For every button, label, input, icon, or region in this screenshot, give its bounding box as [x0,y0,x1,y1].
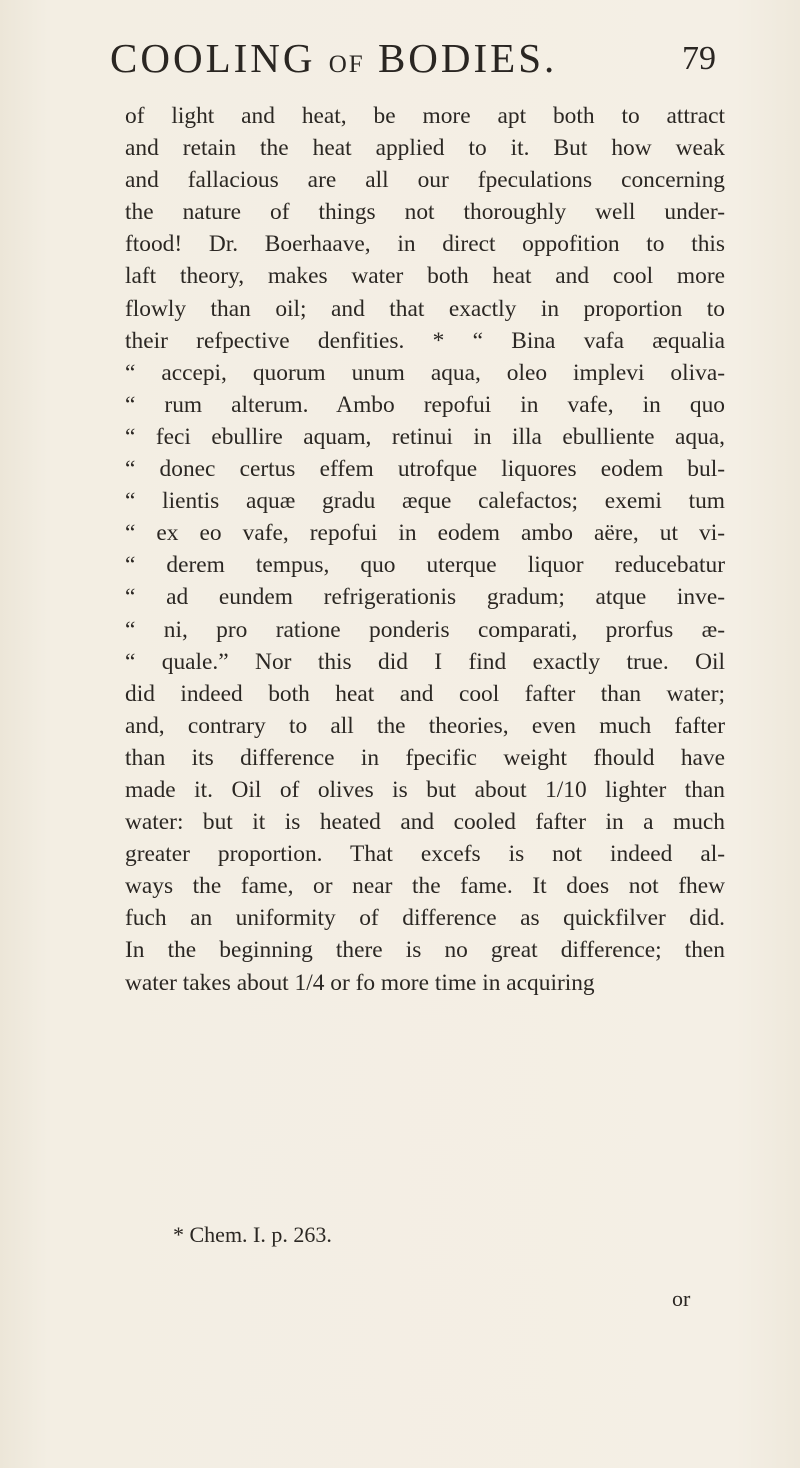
running-title [110,34,557,82]
text-line: laft theory, makes water both heat and cool more [125,263,725,290]
text-line: and retain the heat applied to it. But how weak [125,135,725,162]
text-line: greater proportion. That excefs is not indeed al- [125,841,725,868]
text-line: fuch an uniformity of difference as quickfilver did. [125,905,725,932]
running-title-word-1: COOLING [110,35,316,81]
running-title-of: OF [328,51,365,78]
text-line: made it. Oil of olives is but about 1/10 lighter than [125,776,725,803]
text-line: water: but it is heated and cooled fafter in a much [125,809,725,836]
text-line: “ lientis aquæ gradu æque calefactos; exemi tum [125,488,725,515]
text-line: and fallacious are all our fpeculations concerning [125,167,725,194]
text-line: water takes about 1/4 or fo more time in acquiring [125,969,595,996]
text-line: “ quale.” Nor this did I find exactly true. Oil [125,648,725,675]
catchword: or [672,1286,691,1311]
text-line: “ ni, pro ratione ponderis comparati, prorfus æ- [125,616,725,643]
text-line: “ derem tempus, quo uterque liquor reducebatur [125,552,725,579]
text-line: “ rum alterum. Ambo repofui in vafe, in quo [125,391,725,418]
text-line: of light and heat, be more apt both to attract [125,103,725,129]
text-line: than its difference in fpecific weight fhould have [125,744,725,771]
running-head [110,34,716,84]
text-line: In the beginning there is no great difference; then [125,937,725,964]
body-text [125,100,725,999]
text-line: did indeed both heat and cool fafter than water; [125,680,725,707]
text-line: ways the fame, or near the fame. It does not fhew [125,873,725,900]
running-title-word-2: BODIES. [377,35,558,81]
footnote: * Chem. I. p. 263. [173,1222,332,1247]
text-line: and, contrary to all the theories, even much fafter [125,712,725,739]
text-line: the nature of things not thoroughly well under- [125,199,725,226]
text-line: “ accepi, quorum unum aqua, oleo implevi oliva- [125,359,725,386]
text-line: “ donec certus effem utrofque liquores eodem bul- [125,456,725,483]
text-line: ftood! Dr. Boerhaave, in direct oppofition to this [125,231,725,258]
text-line: “ feci ebullire aquam, retinui in illa ebulliente aqua, [125,423,725,450]
text-line: their refpective denfities. * “ Bina vafa æqualia [125,327,725,354]
page-number: 79 [682,40,716,77]
text-line: flowly than oil; and that exactly in proportion to [125,295,725,322]
text-line: “ ad eundem refrigerationis gradum; atque inve- [125,584,725,611]
text-line: “ ex eo vafe, repofui in eodem ambo aëre, ut vi- [125,520,725,547]
